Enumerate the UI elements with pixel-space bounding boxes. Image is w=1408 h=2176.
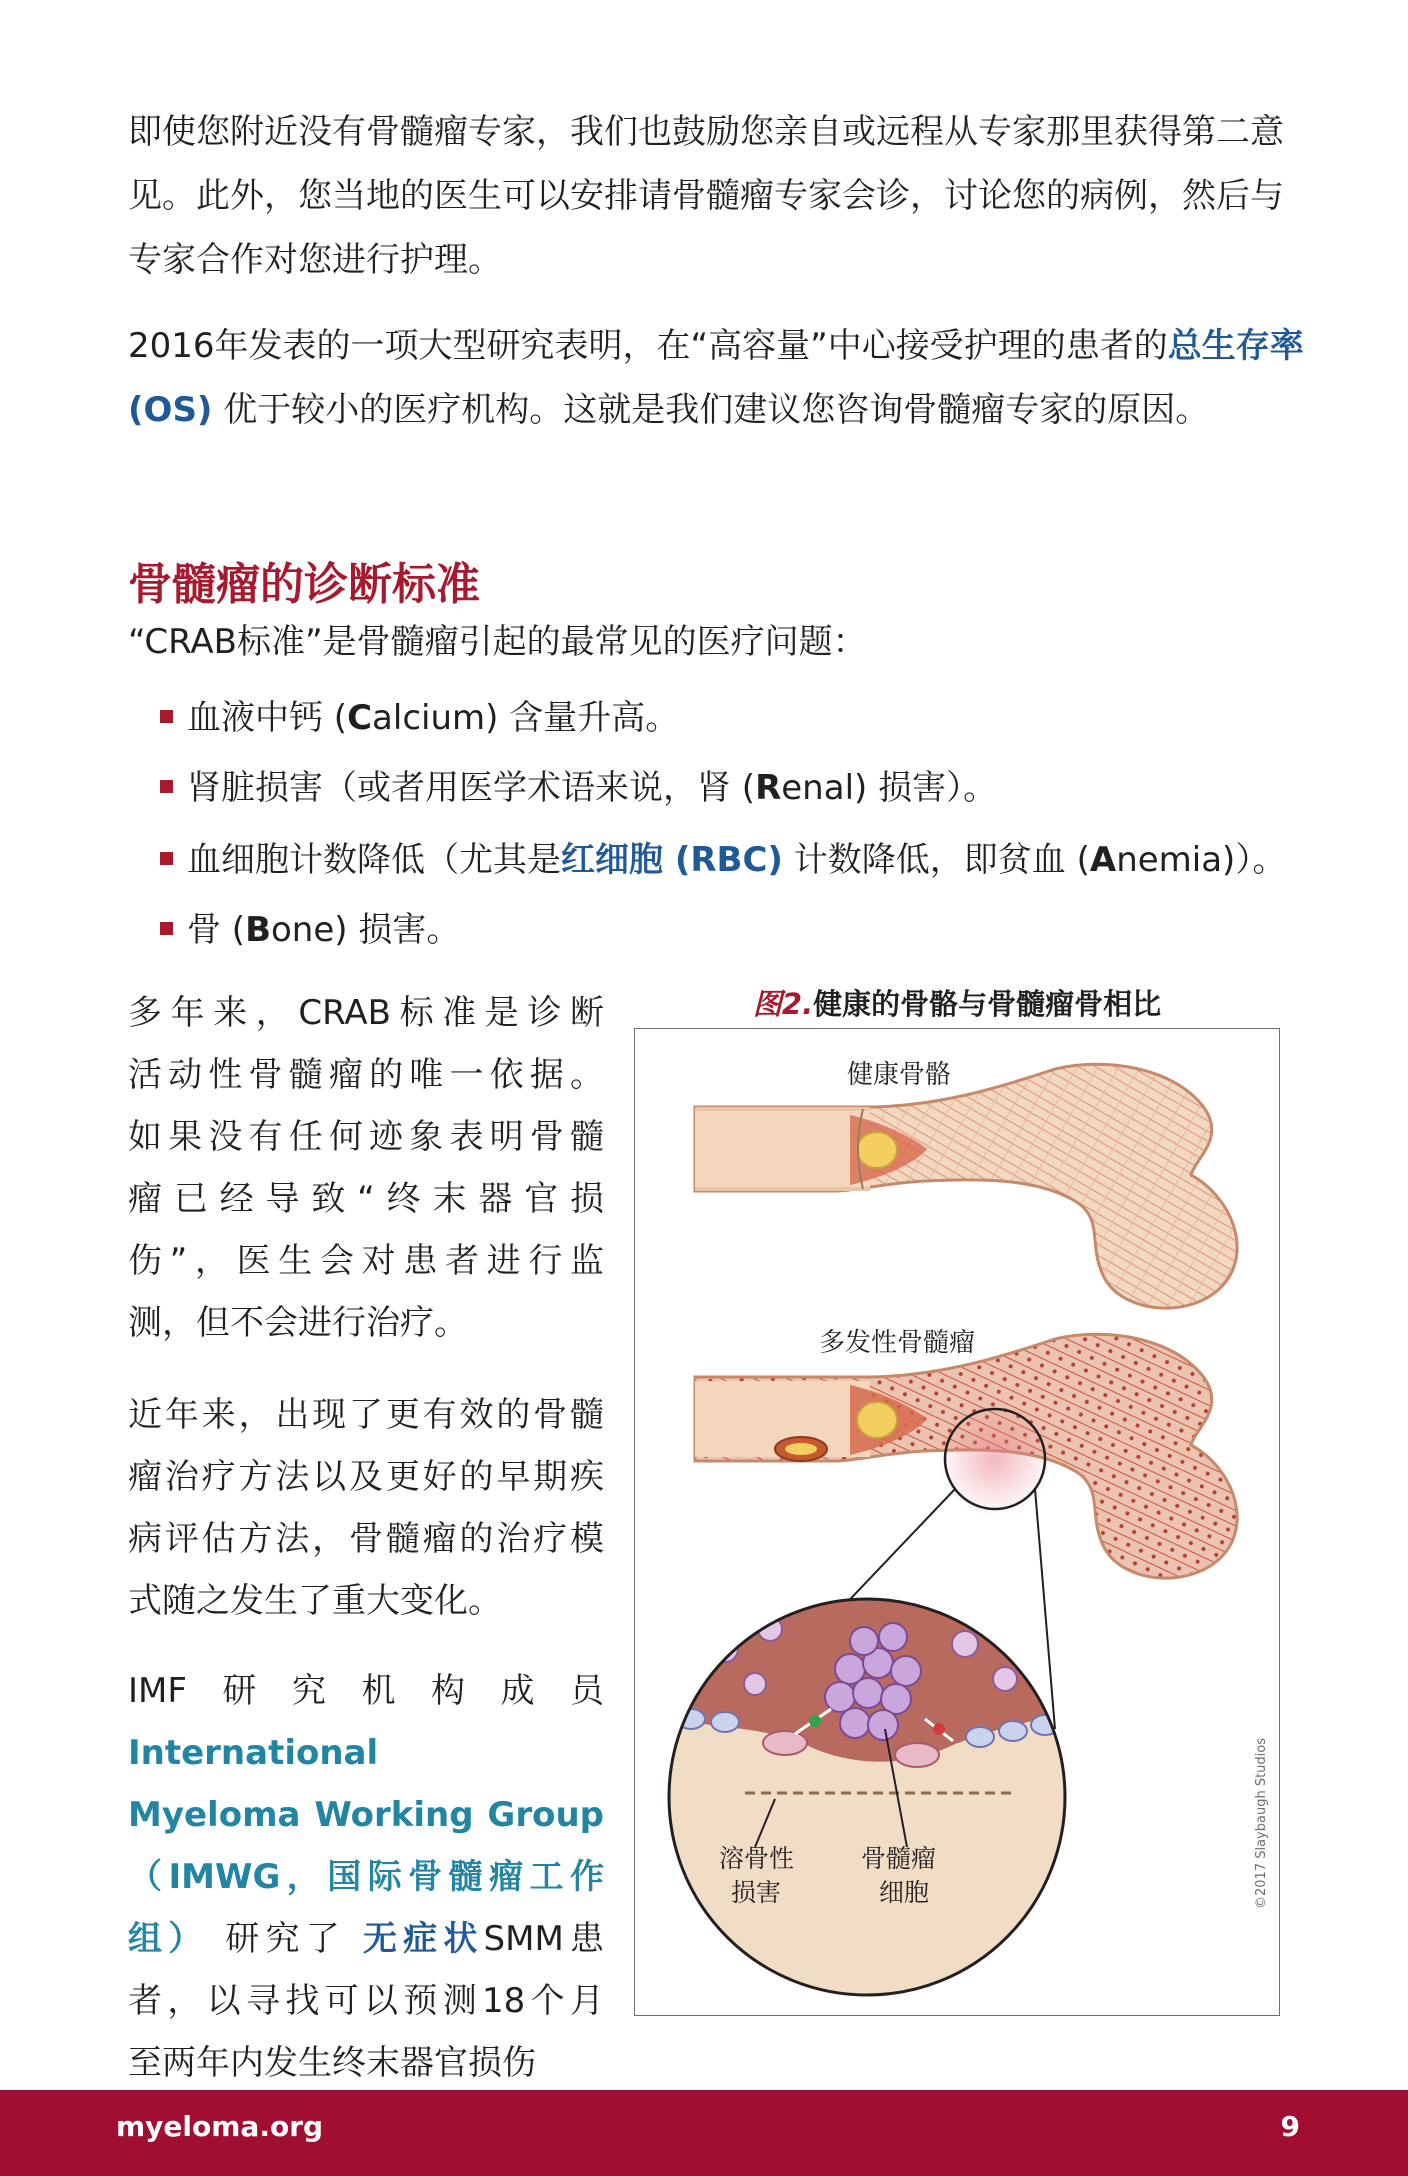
crab-history-paragraph: 多年来，CRAB标准是诊断 活动性骨髓瘤的唯一依据。 如果没有任何迹象表明骨髓 瘤已经导致“终末器官损 伤”，医生会对患者进行监 测，但不会进行治疗。 [128,993,604,1343]
healthy-bone [695,1064,1237,1308]
imwg-link-3[interactable]: （IMWG，国际骨髓瘤工作 [128,1857,604,1897]
bullet-calcium: 血液中钙 (Calcium) 含量升高。 [160,694,679,742]
study-paragraph [128,314,1308,442]
label-lytic-lesion-1: 溶骨性 [719,1844,795,1873]
magnified-view [665,1589,1085,2009]
bullet-anemia: 血细胞计数降低（尤其是红细胞 (RBC) 计数降低，即贫血 (Anemia)）。 [160,836,1286,884]
label-healthy-bone: 健康骨骼 [847,1060,952,1090]
bullet-bone: 骨 (Bone) 损害。 [160,906,460,954]
bullet-renal: 肾脏损害（或者用医学术语来说，肾 (Renal) 损害）。 [160,764,997,812]
label-myeloma-cells-2: 细胞 [879,1878,930,1907]
label-multiple-myeloma: 多发性骨髓瘤 [819,1328,976,1358]
footer-site-link[interactable]: myeloma.org [116,2110,324,2143]
rbc-link[interactable]: 红细胞 (RBC) [561,840,783,880]
study-text-2: 优于较小的医疗机构。这就是我们建议您咨询骨髓瘤专家的原因。 [212,390,1210,430]
bullet-marker [160,780,173,793]
figure-illustration [634,1028,1280,2016]
smoldering-link[interactable]: 无症状 [362,1919,484,1959]
study-text-1: 2016年发表的一项大型研究表明，在“高容量”中心接受护理的患者的 [128,326,1168,366]
bone-comparison-illustration [635,1029,1278,2014]
crab-intro: “CRAB标准”是骨髓瘤引起的最常见的医疗问题： [128,622,867,662]
label-myeloma-cells-1: 骨髓瘤 [861,1844,937,1873]
imwg-link-4[interactable]: 组） [128,1919,209,1959]
bullet-marker [160,710,173,723]
section-title: 骨髓瘤的诊断标准 [128,559,480,610]
bullet-marker [160,922,173,935]
figure-number: 图2. [752,987,814,1021]
myeloma-bone [695,1334,1237,1578]
zoom-line-right [1035,1489,1055,1729]
footer-bar [0,2090,1408,2176]
imwg-link-2[interactable]: Myeloma Working Group [128,1795,604,1835]
intro-paragraph: 即使您附近没有骨髓瘤专家，我们也鼓励您亲自或远程从专家那里获得第二意见。此外，您当地的医生可以安排请骨髓瘤专家会诊，讨论您的病例，然后与专家合作对您进行护理。 [128,112,1284,280]
figure-credit: ©2017 Slaybaugh Studios [1254,1738,1269,1909]
figure-title: 图2.健康的骨骼与骨髓瘤骨相比 [752,987,1162,1021]
overall-survival-link[interactable]: 总生存率 (OS) [128,326,1304,430]
page-number: 9 [1280,2110,1300,2143]
bullet-marker [160,852,173,865]
imwg-paragraph: IMF研究机构成员International Myeloma Working Group （IMWG，国际骨髓瘤工作 组） 研究了 无症状SMM患 者，以寻找可以预测18个月 至两年内发生终末器官损伤 [128,1671,604,2083]
imwg-link[interactable]: International [128,1733,379,1773]
label-lytic-lesion-2: 损害 [731,1878,782,1907]
recent-advances-paragraph: 近年来，出现了更有效的骨髓 瘤治疗方法以及更好的早期疾 病评估方法，骨髓瘤的治疗模 式随之发生了重大变化。 [128,1395,604,1621]
